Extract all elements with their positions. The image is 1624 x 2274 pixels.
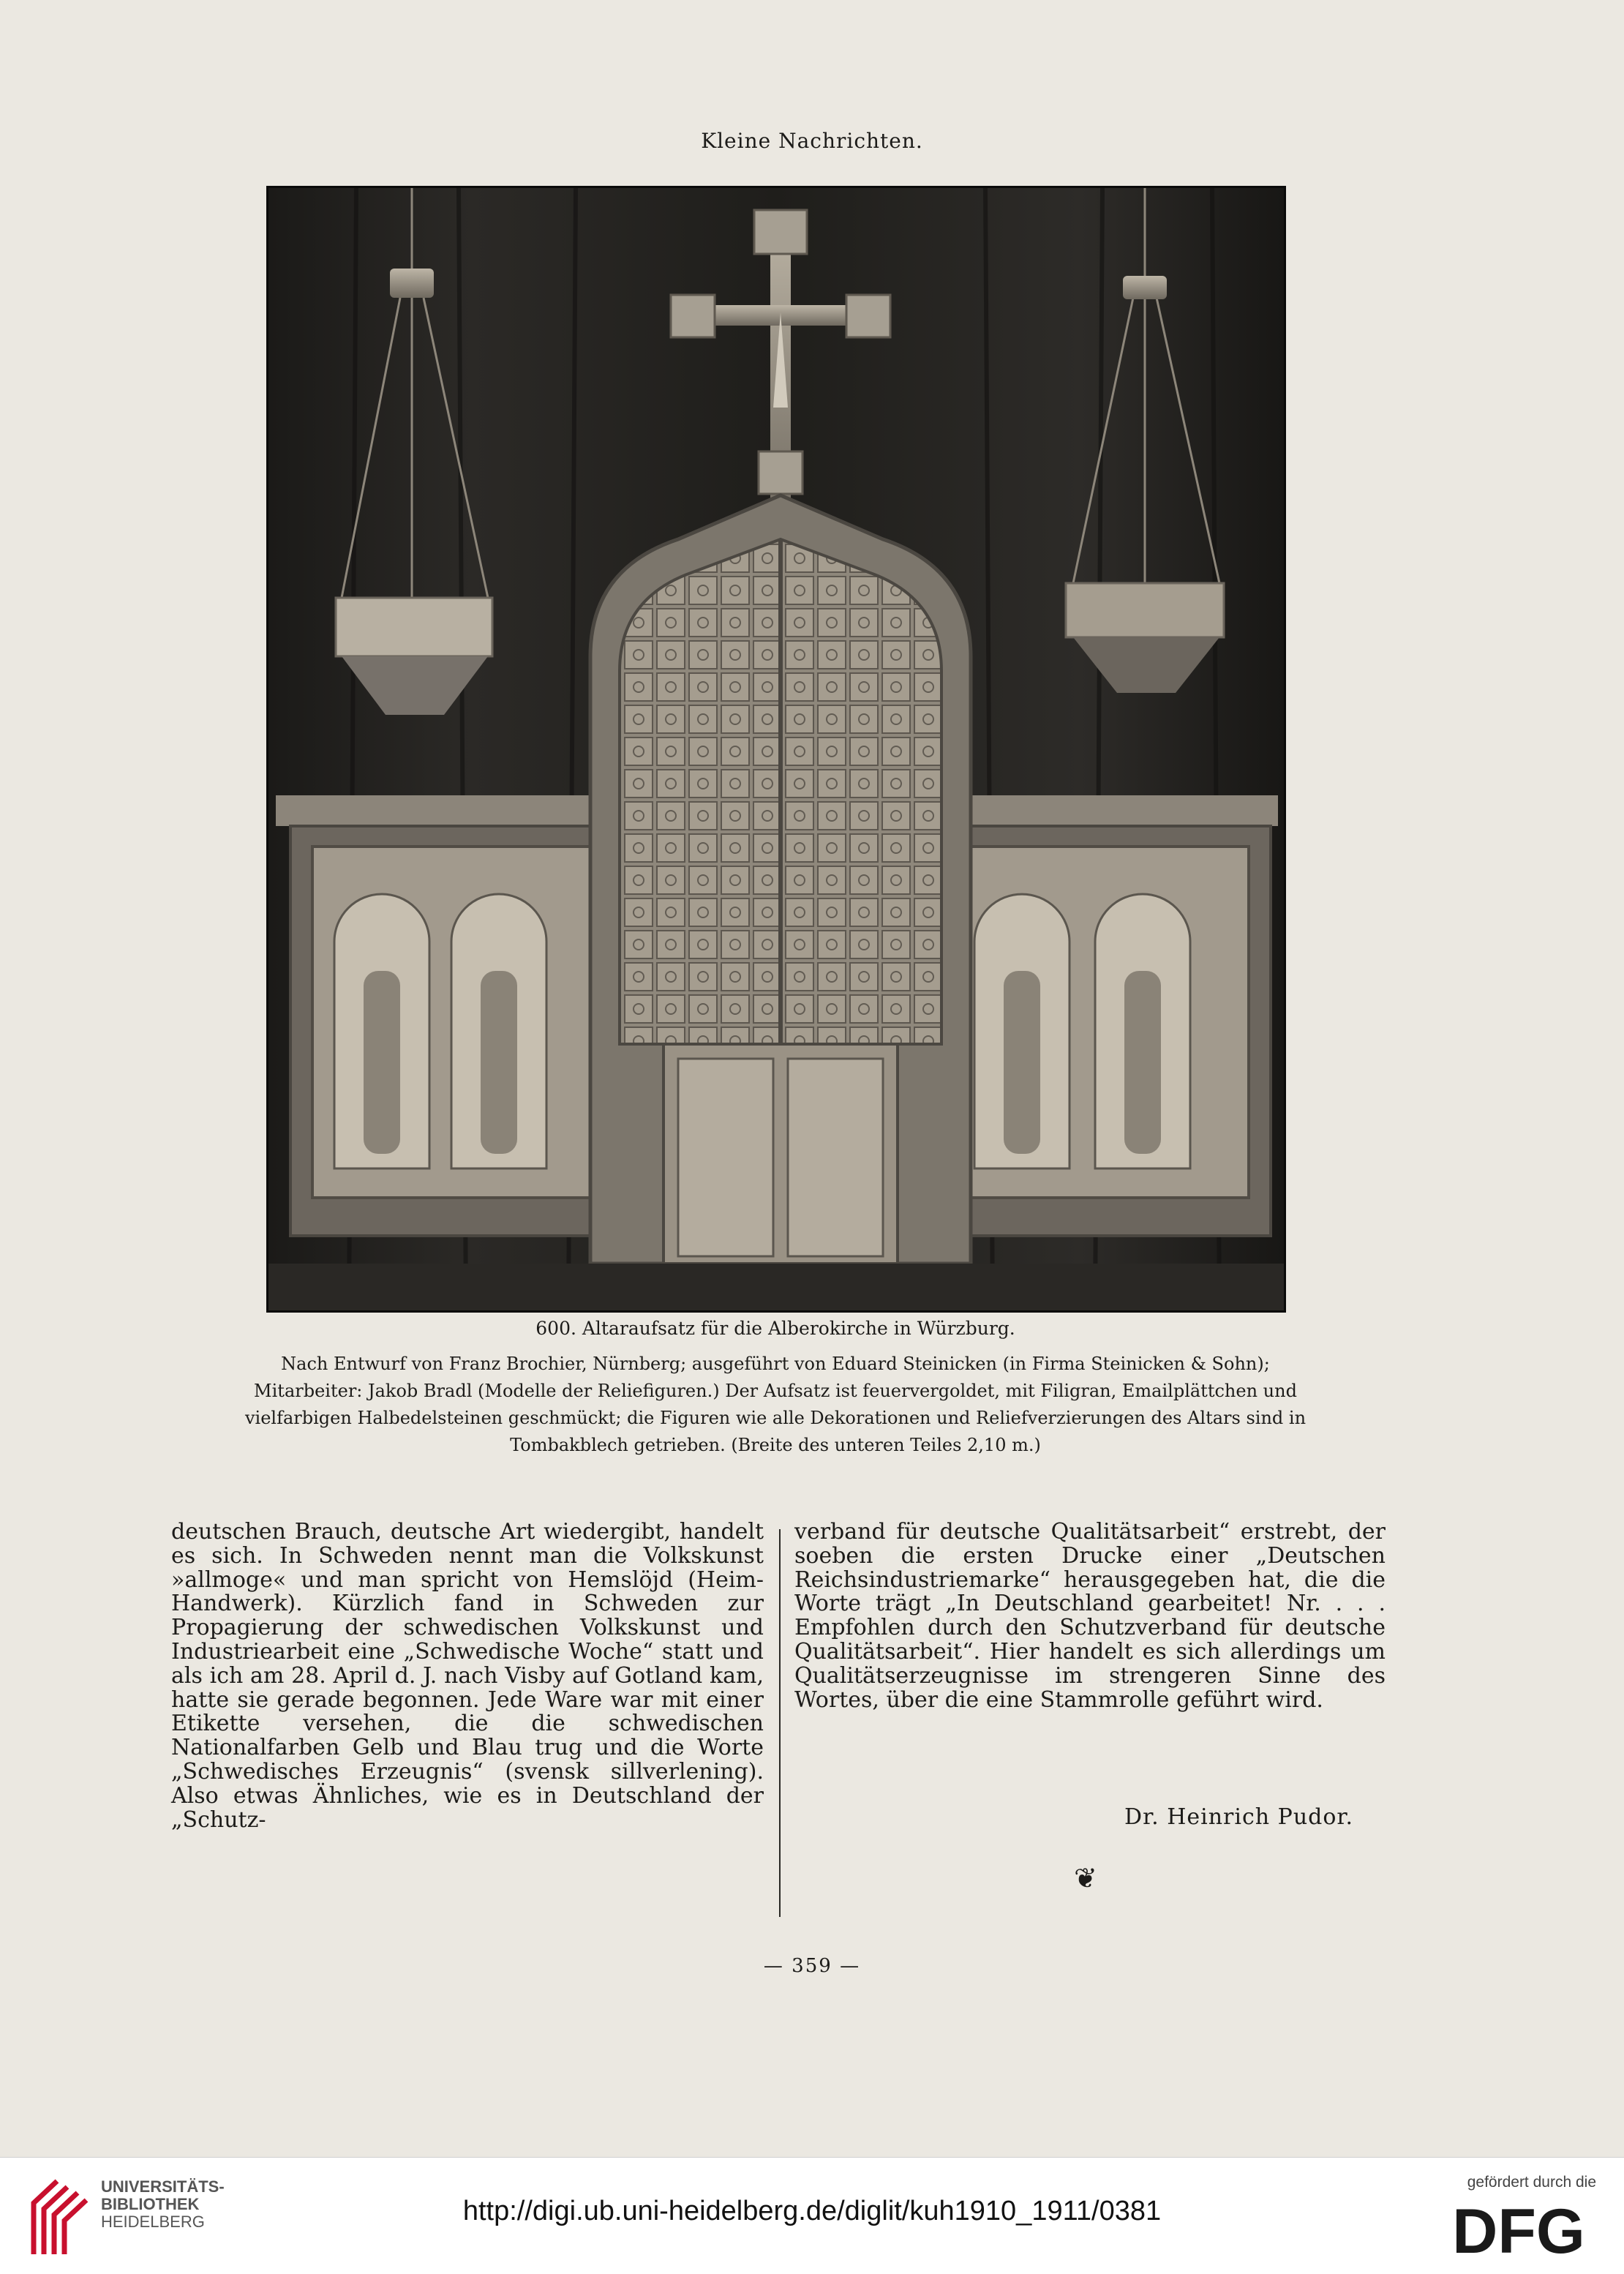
body-paragraph: verband für deutsche Qualitätsarbeit“ erstrebt, der soeben die ersten Drucke einer „Deutschen Reichsindustriemarke“ herausgegeben hat, die die Worte trägt „In Deutschland gearbeitet! Nr. . . . Empfohlen durch den Schutzverband für deutsche Qualitätsarbeit“. Hier handelt es sich allerdings um Qualitätserzeugnisse im strengeren Sinne des Wortes, über die eine Stammrolle geführt wird.: [794, 1519, 1386, 1713]
page-number: — 359 —: [763, 1955, 861, 1977]
text-column-left: [171, 1520, 764, 1832]
figure-caption: [176, 1351, 1375, 1459]
body-paragraph: deutschen Brauch, deutsche Art wiedergibt, handelt es sich. In Schweden nennt man die Volkskunst »allmoge« und man spricht von Hemslöjd (Heim-Handwerk). Kürzlich fand in Schweden zur Propagierung der schwedischen Volkskunst und Industriearbeit eine „Schwedische Woche“ statt und als ich am 28. April d. J. nach Visby auf Gotland kam, hatte sie gerade begonnen. Jede Ware war mit einer Etikette versehen, die die schwedischen Nationalfarben Gelb und Blau trug und die Worte „Schwedisches Erzeugnis“ (svensk sillverlening). Also etwas Ähnliches, wie es in Deutschland der „Schutz-: [171, 1519, 764, 1833]
author-signature: Dr. Heinrich Pudor.: [1124, 1804, 1353, 1830]
funder-label: gefördert durch die: [1467, 2174, 1596, 2191]
permalink-url[interactable]: http://digi.ub.uni-heidelberg.de/diglit/kuh1910_1911/0381: [462, 2196, 1162, 2226]
caption-line: Tombakblech getrieben. (Breite des unteren Teiles 2,10 m.): [510, 1435, 1041, 1455]
fleuron-ornament-icon: ❦: [1074, 1862, 1097, 1894]
caption-line: vielfarbigen Halbedelsteinen geschmückt; die Figuren wie alle Dekorationen und Reliefverzierungen des Altars sind in: [244, 1408, 1307, 1428]
altarpiece-illustration: [268, 188, 1284, 1310]
running-head: Kleine Nachrichten.: [701, 129, 923, 153]
text-column-right: [794, 1520, 1386, 1712]
altarpiece-photograph: [266, 186, 1286, 1313]
institution-line: HEIDELBERG: [101, 2213, 205, 2231]
institution-line: UNIVERSITÄTS-: [101, 2177, 225, 2196]
digitization-footer: [0, 2157, 1624, 2274]
caption-line: Nach Entwurf von Franz Brochier, Nürnberg; ausgeführt von Eduard Steinicken (in Firma Steinicken & Sohn);: [281, 1354, 1270, 1374]
dfg-logo-text: DFG: [1452, 2200, 1585, 2260]
figure-title: 600. Altaraufsatz für die Alberokirche in Würzburg.: [535, 1318, 1015, 1339]
caption-line: Mitarbeiter: Jakob Bradl (Modelle der Reliefiguren.) Der Aufsatz ist feuervergoldet, mit Filigran, Emailplättchen und: [254, 1381, 1297, 1401]
dfg-logo-icon: [1440, 2200, 1598, 2260]
institution-line: BIBLIOTHEK: [101, 2195, 200, 2213]
column-divider: [779, 1529, 781, 1917]
